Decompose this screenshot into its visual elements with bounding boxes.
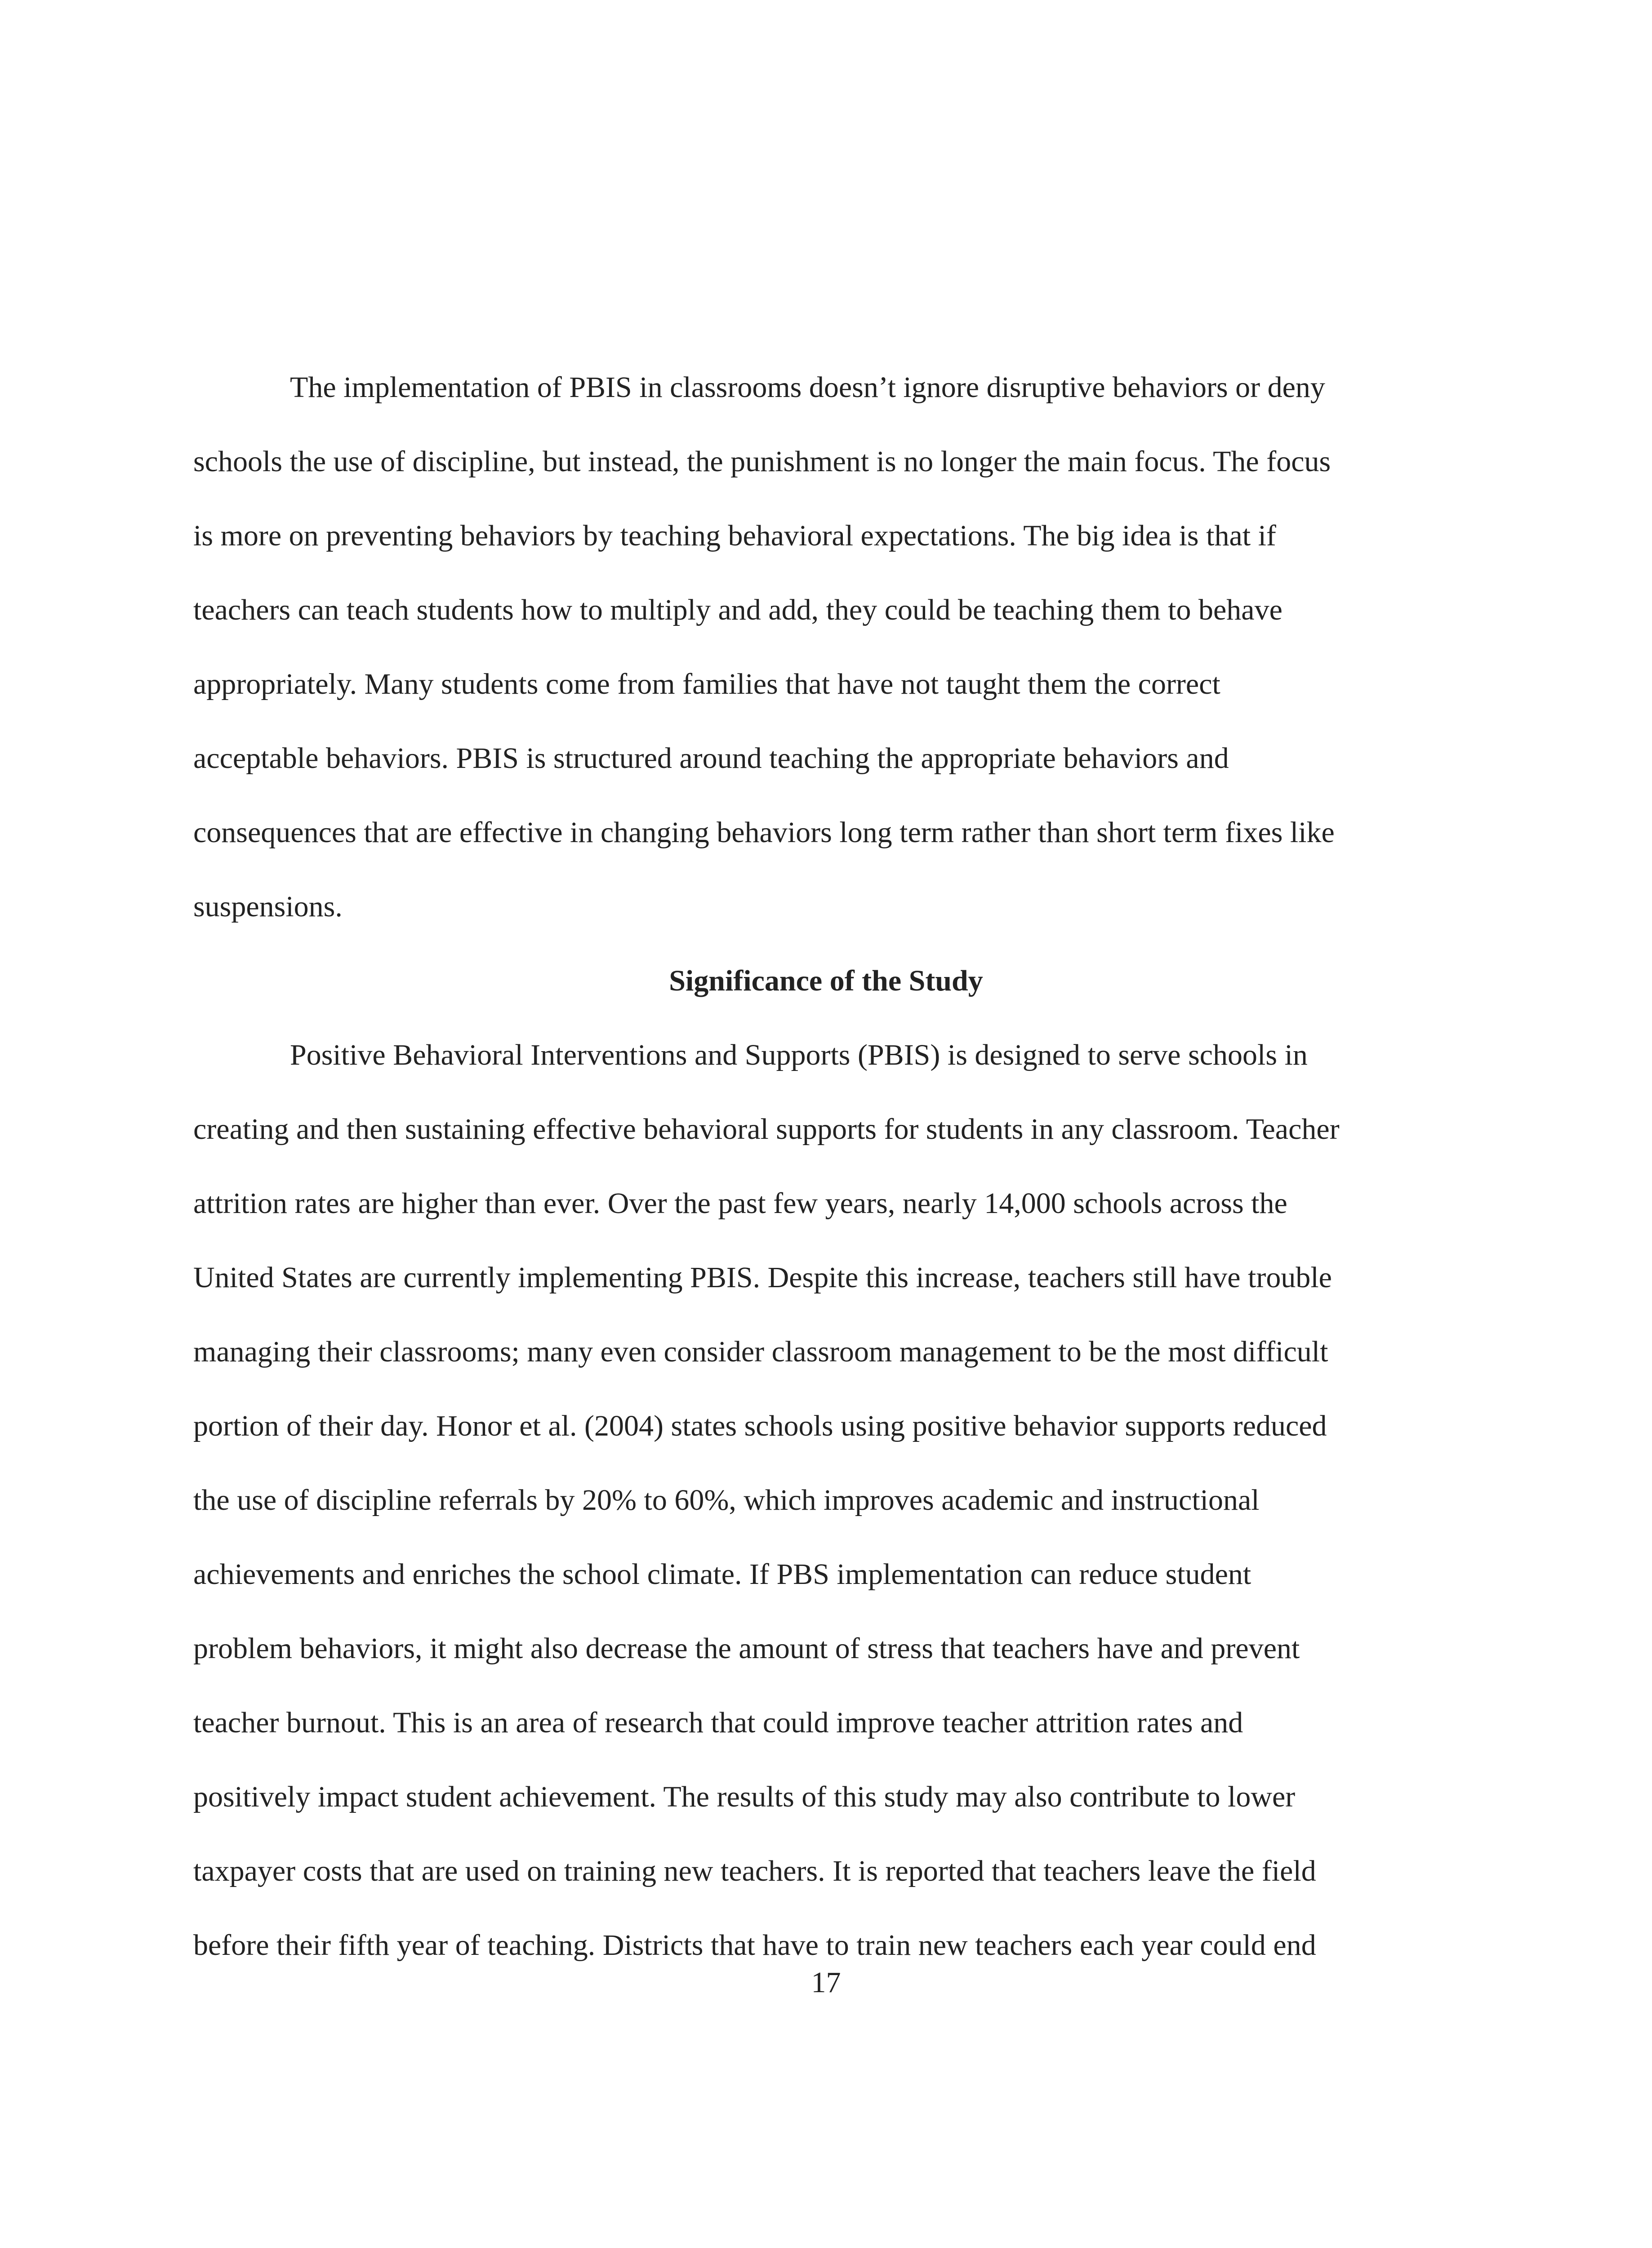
paragraph-line: creating and then sustaining effective behavioral supports for students in any classroom. Teacher — [193, 1113, 1340, 1146]
paragraph-line: is more on preventing behaviors by teaching behavioral expectations. The big idea is that if — [193, 519, 1276, 552]
paragraph-line: suspensions. — [193, 890, 343, 923]
paragraph-line: portion of their day. Honor et al. (2004) states schools using positive behavior supports reduced — [193, 1409, 1327, 1442]
page-number: 17 — [811, 1966, 841, 1999]
paragraph-line: appropriately. Many students come from families that have not taught them the correct — [193, 668, 1220, 700]
section-heading: Significance of the Study — [669, 964, 983, 997]
paragraph-line: United States are currently implementing PBIS. Despite this increase, teachers still have trouble — [193, 1261, 1332, 1294]
paragraph-line: schools the use of discipline, but instead, the punishment is no longer the main focus. The focus — [193, 445, 1331, 478]
paragraph-line: acceptable behaviors. PBIS is structured around teaching the appropriate behaviors and — [193, 742, 1229, 775]
paragraph-line: consequences that are effective in changing behaviors long term rather than short term fixes like — [193, 816, 1335, 849]
paragraph-line: before their fifth year of teaching. Districts that have to train new teachers each year could end — [193, 1929, 1316, 1962]
paragraph-line: managing their classrooms; many even consider classroom management to be the most difficult — [193, 1335, 1328, 1368]
paragraph-line: teacher burnout. This is an area of research that could improve teacher attrition rates and — [193, 1706, 1243, 1739]
paragraph-line: positively impact student achievement. The results of this study may also contribute to lower — [193, 1780, 1296, 1813]
paragraph-line: taxpayer costs that are used on training new teachers. It is reported that teachers leave the field — [193, 1855, 1316, 1887]
paragraph-line: The implementation of PBIS in classrooms doesn’t ignore disruptive behaviors or deny — [290, 371, 1325, 404]
paragraph-line: Positive Behavioral Interventions and Supports (PBIS) is designed to serve schools in — [290, 1039, 1308, 1071]
paragraph-line: teachers can teach students how to multiply and add, they could be teaching them to behave — [193, 593, 1282, 626]
paragraph-line: achievements and enriches the school climate. If PBS implementation can reduce student — [193, 1558, 1251, 1591]
paragraph-line: attrition rates are higher than ever. Over the past few years, nearly 14,000 schools across the — [193, 1187, 1287, 1220]
paragraph-line: the use of discipline referrals by 20% to 60%, which improves academic and instructional — [193, 1484, 1260, 1517]
paragraph-line: problem behaviors, it might also decrease the amount of stress that teachers have and prevent — [193, 1632, 1300, 1665]
